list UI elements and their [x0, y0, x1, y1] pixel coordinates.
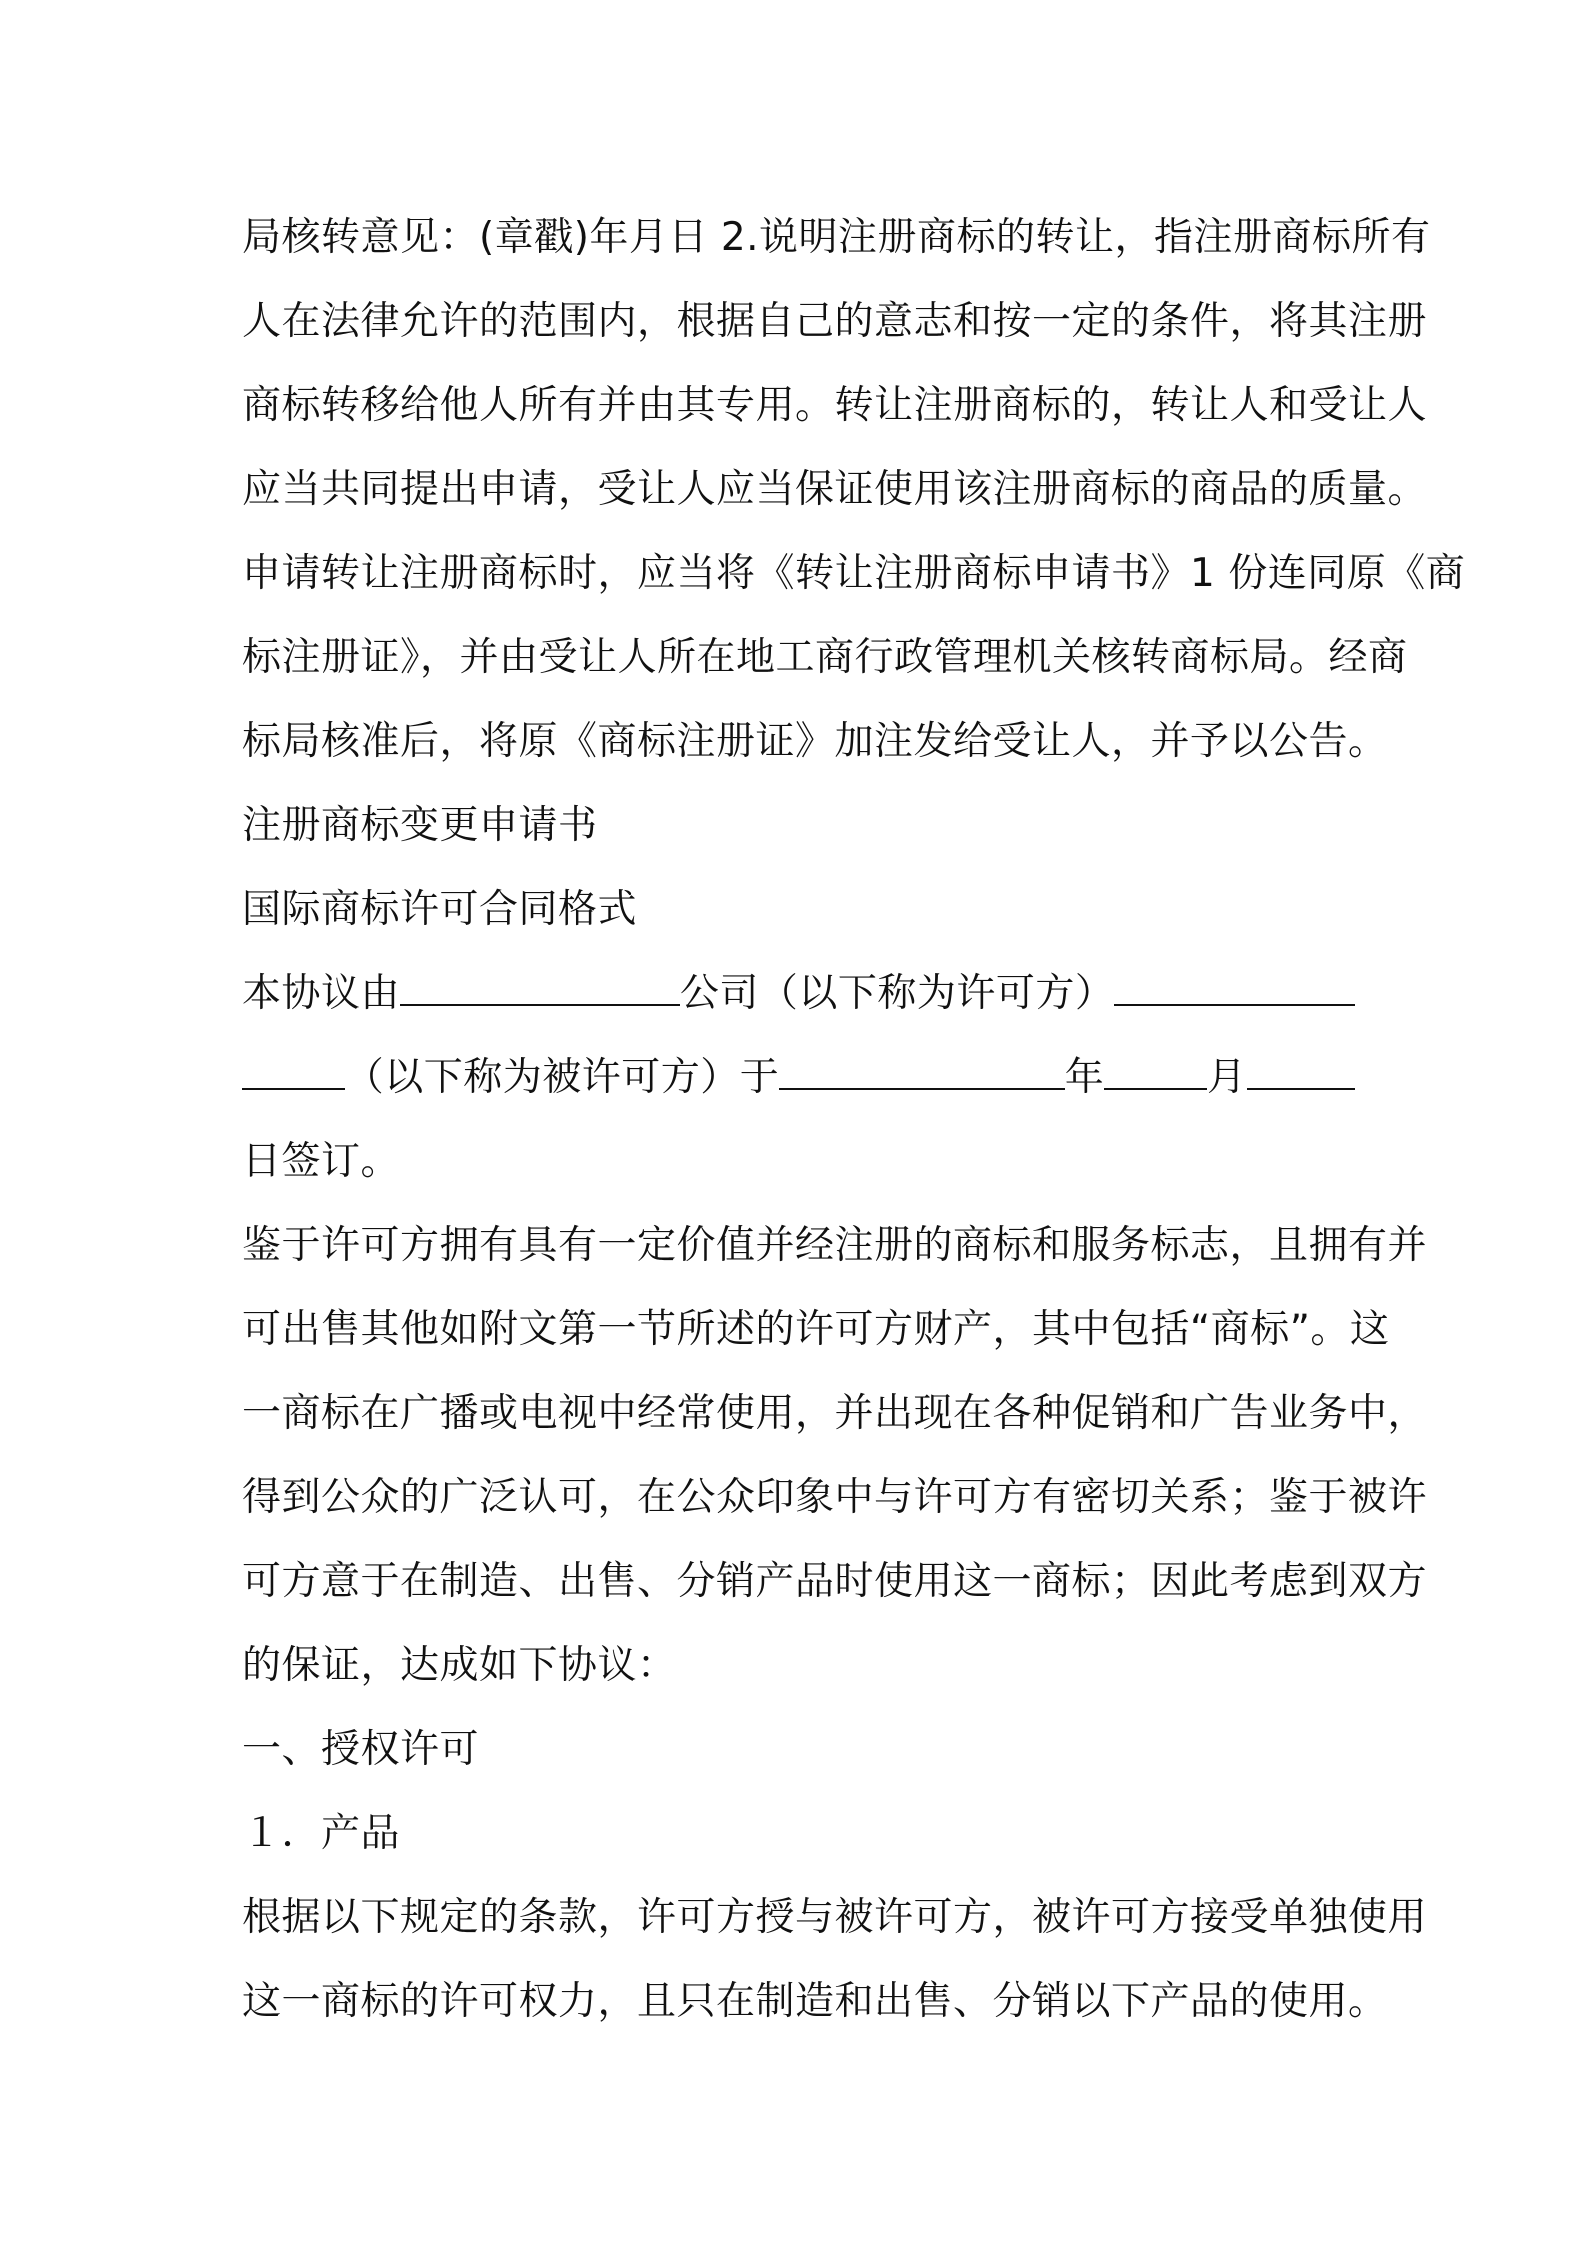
agreement-line-1: [242, 952, 1355, 1036]
licensor-blank: [400, 974, 680, 1006]
licensee-blank-continued: [242, 1058, 345, 1090]
paragraph-line: 局核转意见：(章戳)年月日 2.说明注册商标的转让，指注册商标所有: [242, 215, 1431, 260]
document-title-change-application: 注册商标变更申请书: [242, 803, 598, 848]
agreement-line-3: 日签订。: [242, 1139, 401, 1184]
recital-line: 的保证，达成如下协议：: [242, 1643, 677, 1688]
paragraph-line: 标注册证》，并由受让人所在地工商行政管理机关核转商标局。经商: [242, 635, 1408, 680]
paragraph-line: 标局核准后，将原《商标注册证》加注发给受让人，并予以公告。: [242, 719, 1388, 764]
paragraph-line: 人在法律允许的范围内，根据自己的意志和按一定的条件，将其注册: [242, 299, 1428, 344]
day-blank: [1247, 1058, 1355, 1090]
year-label: 年: [1064, 1055, 1105, 1100]
document-page: [242, 196, 1466, 2044]
recital-line: 得到公众的广泛认可，在公众印象中与许可方有密切关系；鉴于被许: [242, 1475, 1428, 1520]
product-line: 根据以下规定的条款，许可方授与被许可方，被许可方接受单独使用: [242, 1895, 1428, 1940]
subsection-heading: １．产品: [242, 1811, 401, 1856]
paragraph-line: 申请转让注册商标时，应当将《转让注册商标申请书》1 份连同原《商: [242, 551, 1466, 596]
agreement-licensor-text: 公司（以下称为许可方）: [679, 971, 1115, 1016]
recital-line: 可出售其他如附文第一节所述的许可方财产，其中包括“商标”。这: [242, 1307, 1390, 1352]
recital-line: 鉴于许可方拥有具有一定价值并经注册的商标和服务标志，且拥有并: [242, 1223, 1428, 1268]
section-heading: 一、授权许可: [242, 1727, 480, 1772]
document-title-license-contract: 国际商标许可合同格式: [242, 887, 638, 932]
paragraph-line: 商标转移给他人所有并由其专用。转让注册商标的，转让人和受让人: [242, 383, 1428, 428]
agreement-licensee-text: （以下称为被许可方）于: [344, 1055, 780, 1100]
recital-line: 可方意于在制造、出售、分销产品时使用这一商标；因此考虑到双方: [242, 1559, 1428, 1604]
agreement-prefix: 本协议由: [242, 971, 401, 1016]
paragraph-line: 应当共同提出申请，受让人应当保证使用该注册商标的商品的质量。: [242, 467, 1428, 512]
year-month-blank: [1104, 1058, 1207, 1090]
month-label: 月: [1207, 1055, 1247, 1100]
signing-place-blank: [779, 1058, 1064, 1090]
licensee-blank: [1114, 974, 1355, 1006]
product-line: 这一商标的许可权力，且只在制造和出售、分销以下产品的使用。: [242, 1979, 1388, 2024]
agreement-line-2: [242, 1036, 1355, 1120]
recital-line: 一商标在广播或电视中经常使用，并出现在各种促销和广告业务中，: [242, 1391, 1428, 1436]
